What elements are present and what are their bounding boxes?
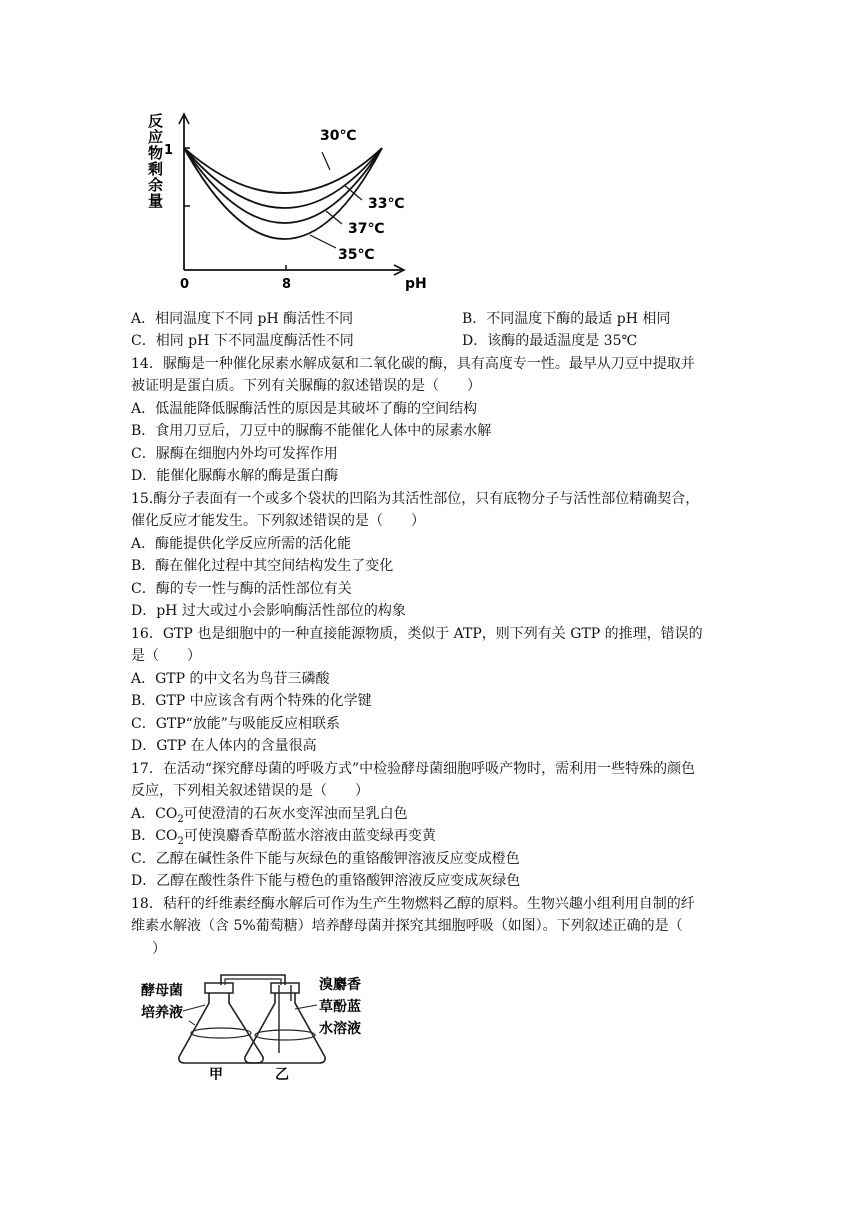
q17-option-a-subscript: 2	[177, 813, 184, 825]
q18-stem-1: 18．秸秆的纤维素经酶水解后可作为生产生物燃料乙醇的原料。生物兴趣小组利用自制的纤	[131, 896, 695, 912]
q15-stem-1: 15.酶分子表面有一个或多个袋状的凹陷为其活性部位，只有底物分子与活性部位精确契合，	[131, 491, 700, 507]
q14-option-d: D．能催化脲酶水解的酶是蛋白酶	[131, 468, 339, 484]
leader-35	[310, 235, 336, 248]
q14-option-b: B．食用刀豆后，刀豆中的脲酶不能催化人体中的尿素水解	[131, 423, 492, 439]
q17-option-a-prefix: A．CO	[131, 806, 178, 822]
left-label-2: 培养液	[141, 1005, 183, 1021]
q17-stem-1: 17．在活动“探究酵母菌的呼吸方式”中检验酵母菌细胞呼吸产物时，需利用一些特殊的颜色	[131, 761, 696, 777]
flask-svg	[135, 965, 385, 1080]
left-label-pointer-2	[189, 1021, 195, 1025]
x-tick-label: 8	[282, 277, 292, 292]
flask-name-left: 甲	[209, 1067, 223, 1080]
curve-label-30: 30℃	[320, 128, 357, 144]
q15-stem-2: 催化反应才能发生。下列叙述错误的是（ ）	[131, 513, 425, 529]
q14-option-c: C．脲酶在细胞内外均可发挥作用	[131, 446, 338, 462]
q13-option-a: A．相同温度下不同 pH 酶活性不同	[131, 311, 354, 327]
enzyme-activity-graph	[130, 108, 440, 298]
right-flask-body	[245, 993, 325, 1063]
right-label-pointer	[295, 1005, 317, 1009]
q17-option-a-text: 可使澄清的石灰水变浑浊而呈乳白色	[183, 806, 408, 822]
q16-stem-1: 16．GTP 也是细胞中的一种直接能源物质，类似于 ATP，则下列有关 GTP 的推理，错误的	[131, 626, 703, 642]
q17-stem-2: 反应，下列相关叙述错误的是（ ）	[131, 783, 369, 799]
leader-30	[322, 152, 330, 170]
ylabel-char-1: 反	[148, 112, 164, 130]
q16-stem-2: 是（ ）	[131, 648, 201, 664]
q16-option-b: B．GTP 中应该含有两个特殊的化学键	[131, 693, 372, 709]
left-stopper	[205, 983, 233, 993]
q15-option-d: D．pH 过大或过小会影响酶活性部位的构象	[131, 603, 406, 619]
q16-option-d: D．GTP 在人体内的含量很高	[131, 738, 317, 754]
q15-option-b: B．酶在催化过程中其空间结构发生了变化	[131, 558, 394, 574]
q18-stem-2: 维素水解液（含 5%葡萄糖）培养酵母菌并探究其细胞呼吸（如图）。下列叙述正确的是（	[131, 918, 683, 934]
ylabel-char-6: 量	[148, 192, 164, 210]
x-origin-label: 0	[180, 277, 190, 292]
q17-option-b-prefix: B．CO	[131, 828, 178, 844]
right-label-1: 溴麝香	[319, 977, 361, 993]
right-label-3: 水溶液	[319, 1021, 361, 1037]
ylabel-char-3: 物	[148, 144, 164, 162]
left-label-pointer	[183, 1005, 205, 1011]
left-liquid-surface	[191, 1028, 251, 1038]
q13-option-b: B．不同温度下酶的最适 pH 相同	[462, 311, 671, 327]
q13-option-c: C．相同 pH 下不同温度酶活性不同	[131, 333, 354, 349]
q16-option-c: C．GTP“放能”与吸能反应相联系	[131, 716, 340, 732]
q15-option-c: C．酶的专一性与酶的活性部位有关	[131, 581, 352, 597]
flask-apparatus-figure	[135, 965, 385, 1080]
x-axis-label: pH	[405, 276, 427, 292]
q14-stem-1: 14．脲酶是一种催化尿素水解成氨和二氧化碳的酶，具有高度专一性。最早从刀豆中提取并	[131, 356, 695, 372]
curve-37	[184, 148, 382, 223]
left-label-1: 酵母菌	[141, 983, 183, 999]
q17-option-b-text: 可使溴麝香草酚蓝水溶液由蓝变绿再变黄	[183, 828, 436, 844]
right-label-2: 草酚蓝	[319, 999, 361, 1015]
q17-option-b-subscript: 2	[177, 835, 184, 847]
q14-stem-2: 被证明是蛋白质。下列有关脲酶的叙述错误的是（ ）	[131, 378, 481, 394]
ylabel-char-2: 应	[148, 128, 164, 146]
ylabel-char-4: 剩	[148, 160, 164, 178]
q13-option-d: D．该酶的最适温度是 35℃	[462, 333, 638, 349]
curve-label-35: 35℃	[338, 247, 375, 263]
y-tick-label: 1	[164, 143, 174, 158]
right-liquid-surface	[255, 1030, 315, 1040]
curve-33	[184, 148, 382, 208]
curve-label-37: 37℃	[348, 221, 385, 237]
q16-option-a: A．GTP 的中文名为鸟苷三磷酸	[131, 671, 330, 687]
graph-svg	[130, 108, 440, 298]
q17-option-c: C．乙醇在碱性条件下能与灰绿色的重铬酸钾溶液反应变成橙色	[131, 851, 520, 867]
q15-option-a: A．酶能提供化学反应所需的活化能	[131, 536, 352, 552]
leader-37	[326, 211, 342, 224]
curve-label-33: 33℃	[368, 196, 405, 212]
q18-stem-3: ）	[152, 941, 166, 957]
q17-option-d: D．乙醇在酸性条件下能与橙色的重铬酸钾溶液反应变成灰绿色	[131, 873, 521, 889]
q14-option-a: A．低温能降低脲酶活性的原因是其破坏了酶的空间结构	[131, 401, 478, 417]
flask-name-right: 乙	[275, 1067, 289, 1080]
ylabel-char-5: 余	[148, 176, 164, 194]
